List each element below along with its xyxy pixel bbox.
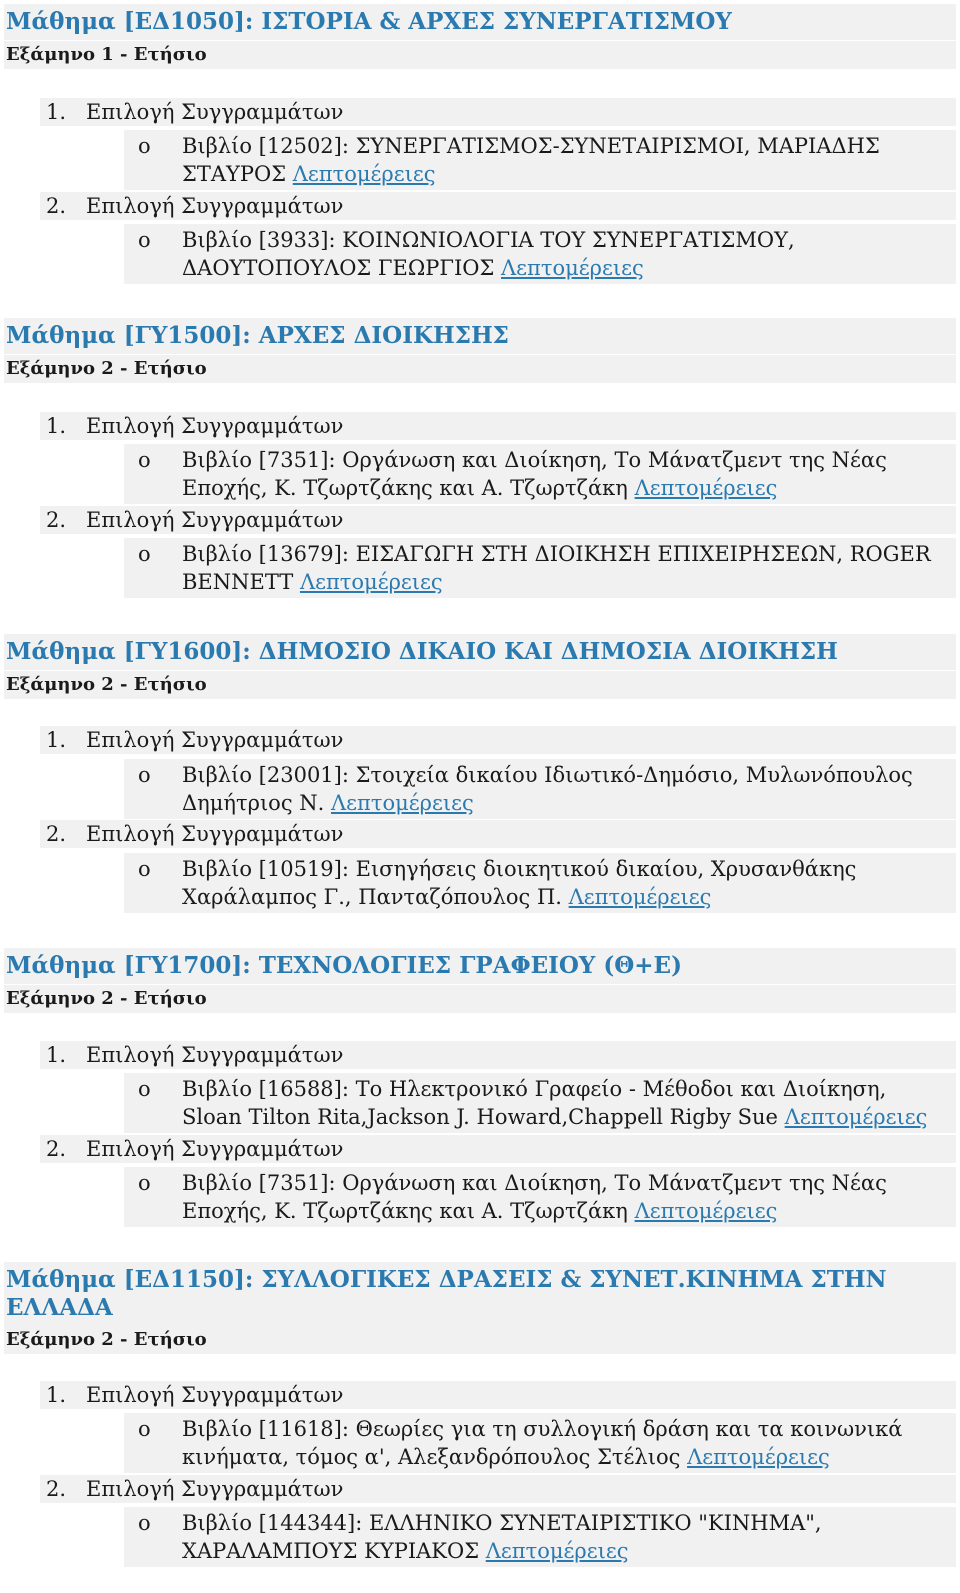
selection-heading (40, 506, 956, 534)
details-link[interactable]: Λεπτομέρειες (501, 256, 644, 280)
selection-label: Επιλογή Συγγραμμάτων (86, 822, 344, 846)
selection-heading (40, 1041, 956, 1069)
book-item (124, 130, 956, 190)
book-text: Βιβλίο [3933]: ΚΟΙΝΩΝΙΟΛΟΓΙΑ ΤΟΥ ΣΥΝΕΡΓΑΤΙΣΜΟΥ, ΔΑΟΥΤΟΠΟΥΛΟΣ ΓΕΩΡΓΙΟΣ (182, 228, 795, 280)
selection-label: Επιλογή Συγγραμμάτων (86, 1477, 344, 1501)
selection-heading (40, 1381, 956, 1409)
semester-label: Εξάμηνο 2 - Ετήσιο (4, 985, 956, 1013)
selection-number: 1. (46, 728, 67, 752)
bullet-icon: o (138, 1171, 151, 1195)
selection-number: 1. (46, 1043, 67, 1067)
book-item (124, 1507, 956, 1567)
book-item (124, 1413, 956, 1473)
semester-label: Εξάμηνο 2 - Ετήσιο (4, 355, 956, 383)
details-link[interactable]: Λεπτομέρειες (292, 162, 436, 186)
semester-label: Εξάμηνο 1 - Ετήσιο (4, 41, 956, 69)
details-link[interactable]: Λεπτομέρειες (687, 1445, 830, 1469)
selection-heading (40, 98, 956, 126)
selection-number: 2. (46, 194, 67, 218)
selection-label: Επιλογή Συγγραμμάτων (86, 1137, 344, 1161)
book-item (124, 1073, 956, 1133)
selection-number: 1. (46, 100, 67, 124)
selection-label: Επιλογή Συγγραμμάτων (86, 728, 344, 752)
book-text: Βιβλίο [12502]: ΣΥΝΕΡΓΑΤΙΣΜΟΣ-ΣΥΝΕΤΑΙΡΙΣΜΟΙ, ΜΑΡΙΑΔΗΣ ΣΤΑΥΡΟΣ (182, 134, 880, 186)
details-link[interactable]: Λεπτομέρειες (485, 1539, 629, 1563)
book-item (124, 759, 956, 819)
details-link[interactable]: Λεπτομέρειες (634, 476, 778, 500)
book-item (124, 538, 956, 598)
book-text: Βιβλίο [7351]: Οργάνωση και Διοίκηση, Το Μάνατζμεντ της Νέας Εποχής, Κ. Τζωρτζάκης και Α. Τζωρτζάκη (182, 448, 887, 500)
selection-heading (40, 1135, 956, 1163)
selection-heading (40, 412, 956, 440)
bullet-icon: o (138, 1077, 151, 1101)
book-item (124, 1167, 956, 1227)
book-text: Βιβλίο [7351]: Οργάνωση και Διοίκηση, Το Μάνατζμεντ της Νέας Εποχής, Κ. Τζωρτζάκης και Α. Τζωρτζάκη (182, 1171, 887, 1223)
selection-number: 2. (46, 822, 67, 846)
details-link[interactable]: Λεπτομέρειες (784, 1105, 928, 1129)
course-title: Μάθημα [ΓΥ1500]: ΑΡΧΕΣ ΔΙΟΙΚΗΣΗΣ (4, 318, 956, 354)
selection-number: 2. (46, 508, 67, 532)
selection-heading (40, 726, 956, 754)
selection-number: 2. (46, 1137, 67, 1161)
book-text: Βιβλίο [13679]: ΕΙΣΑΓΩΓΗ ΣΤΗ ΔΙΟΙΚΗΣΗ ΕΠΙΧΕΙΡΗΣΕΩΝ, ROGER BENNETT (182, 542, 931, 594)
details-link[interactable]: Λεπτομέρειες (299, 570, 443, 594)
bullet-icon: o (138, 228, 151, 252)
book-text: Βιβλίο [11618]: Θεωρίες για τη συλλογική δράση και τα κοινωνικά κινήματα, τόμος α', Αλεξανδρόπουλος Στέλιος (182, 1417, 903, 1469)
bullet-icon: o (138, 1511, 151, 1535)
book-item (124, 224, 956, 284)
selection-heading (40, 1475, 956, 1503)
semester-label: Εξάμηνο 2 - Ετήσιο (4, 671, 956, 699)
details-link[interactable]: Λεπτομέρειες (331, 791, 474, 815)
course-title: Μάθημα [ΓΥ1600]: ΔΗΜΟΣΙΟ ΔΙΚΑΙΟ ΚΑΙ ΔΗΜΟΣΙΑ ΔΙΟΙΚΗΣΗ (4, 634, 956, 670)
bullet-icon: o (138, 1417, 151, 1441)
selection-label: Επιλογή Συγγραμμάτων (86, 414, 344, 438)
bullet-icon: o (138, 448, 151, 472)
book-text: Βιβλίο [23001]: Στοιχεία δικαίου Ιδιωτικό-Δημόσιο, Μυλωνόπουλος Δημήτριος Ν. (182, 763, 913, 815)
book-item (124, 444, 956, 504)
selection-label: Επιλογή Συγγραμμάτων (86, 194, 344, 218)
selection-label: Επιλογή Συγγραμμάτων (86, 100, 344, 124)
book-text: Βιβλίο [144344]: ΕΛΛΗΝΙΚΟ ΣΥΝΕΤΑΙΡΙΣΤΙΚΟ "ΚΙΝΗΜΑ", ΧΑΡΑΛΑΜΠΟΥΣ ΚΥΡΙΑΚΟΣ (182, 1511, 822, 1563)
selection-heading (40, 820, 956, 848)
bullet-icon: o (138, 542, 151, 566)
selection-heading (40, 192, 956, 220)
selection-label: Επιλογή Συγγραμμάτων (86, 508, 344, 532)
selection-label: Επιλογή Συγγραμμάτων (86, 1383, 344, 1407)
selection-number: 1. (46, 414, 67, 438)
bullet-icon: o (138, 763, 151, 787)
semester-label: Εξάμηνο 2 - Ετήσιο (4, 1326, 956, 1354)
bullet-icon: o (138, 857, 151, 881)
selection-number: 1. (46, 1383, 67, 1407)
details-link[interactable]: Λεπτομέρειες (568, 885, 712, 909)
book-item (124, 853, 956, 913)
course-title: Μάθημα [ΕΔ1150]: ΣΥΛΛΟΓΙΚΕΣ ΔΡΑΣΕΙΣ & ΣΥΝΕΤ.ΚΙΝΗΜΑ ΣΤΗΝ ΕΛΛΑΔΑ (4, 1262, 956, 1326)
course-title: Μάθημα [ΕΔ1050]: ΙΣΤΟΡΙΑ & ΑΡΧΕΣ ΣΥΝΕΡΓΑΤΙΣΜΟΥ (4, 4, 956, 40)
details-link[interactable]: Λεπτομέρειες (634, 1199, 778, 1223)
selection-number: 2. (46, 1477, 67, 1501)
course-title: Μάθημα [ΓΥ1700]: ΤΕΧΝΟΛΟΓΙΕΣ ΓΡΑΦΕΙΟΥ (Θ+Ε) (4, 948, 956, 984)
bullet-icon: o (138, 134, 151, 158)
book-text: Βιβλίο [16588]: Το Ηλεκτρονικό Γραφείο - Μέθοδοι και Διοίκηση, Sloan Tilton Rita,Jackson J. Howard,Chappell Rigby Sue (182, 1077, 887, 1129)
book-text: Βιβλίο [10519]: Εισηγήσεις διοικητικού δικαίου, Χρυσανθάκης Χαράλαμπος Γ., Πανταζόπουλος Π. (182, 857, 857, 909)
selection-label: Επιλογή Συγγραμμάτων (86, 1043, 344, 1067)
